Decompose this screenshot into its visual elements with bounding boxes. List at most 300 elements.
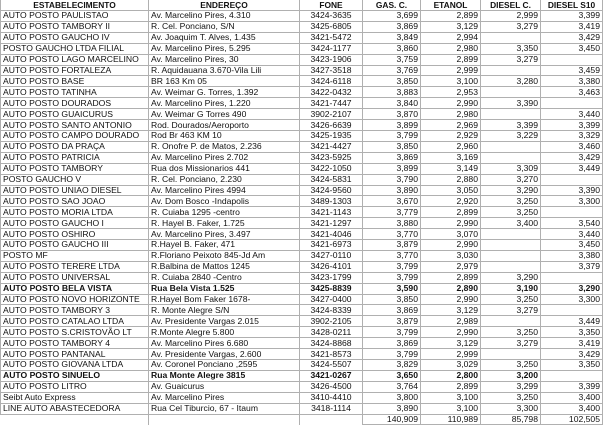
cell-estabelecimento[interactable]: AUTO POSTO FORTALEZA xyxy=(1,65,149,76)
cell-fone[interactable]: 3421-4427 xyxy=(300,141,363,152)
cell-estabelecimento[interactable]: AUTO POSTO GAUCHO IV xyxy=(1,32,149,43)
cell-diesel-comum[interactable]: 3,300 xyxy=(481,403,541,414)
cell-etanol[interactable]: 3,070 xyxy=(421,229,481,240)
cell-fone[interactable]: 3427-3518 xyxy=(300,65,363,76)
cell-diesel-comum[interactable] xyxy=(481,240,541,251)
cell-endereco[interactable]: Av. Marcelino Pires xyxy=(149,392,300,403)
cell-estabelecimento[interactable]: AUTO POSTO BASE xyxy=(1,76,149,87)
cell-etanol[interactable]: 2,899 xyxy=(421,54,481,65)
col-header-estabelecimento[interactable]: ESTABELECIMENTO xyxy=(1,0,149,11)
cell-diesel-comum[interactable] xyxy=(481,152,541,163)
cell-etanol[interactable]: 3,169 xyxy=(421,152,481,163)
table-row xyxy=(1,109,603,120)
cell-etanol[interactable]: 2,969 xyxy=(421,120,481,131)
cell-diesel-comum[interactable] xyxy=(481,141,541,152)
cell-estabelecimento[interactable]: AUTO POSTO PATRICIA xyxy=(1,152,149,163)
col-header-diesel-s10[interactable]: DIESEL S10 xyxy=(541,0,603,11)
cell-estabelecimento[interactable]: AUTO POSTO TAMBORY 3 xyxy=(1,305,149,316)
cell-diesel-s10[interactable]: 3,350 xyxy=(541,360,603,371)
cell-etanol[interactable]: 2,990 xyxy=(421,294,481,305)
cell-diesel-comum[interactable] xyxy=(481,87,541,98)
cell-gasolina[interactable]: 3,759 xyxy=(363,54,421,65)
cell-diesel-comum[interactable] xyxy=(481,261,541,272)
cell-gasolina[interactable]: 3,899 xyxy=(363,163,421,174)
cell-gasolina[interactable]: 3,699 xyxy=(363,11,421,22)
cell-fone[interactable]: 3424-5831 xyxy=(300,174,363,185)
cell-fone[interactable]: 3425-8839 xyxy=(300,283,363,294)
cell-estabelecimento[interactable]: AUTO POSTO OSHIRO xyxy=(1,229,149,240)
cell-diesel-comum[interactable]: 3,229 xyxy=(481,130,541,141)
cell-diesel-comum[interactable]: 3,279 xyxy=(481,21,541,32)
cell-gasolina[interactable]: 3,770 xyxy=(363,250,421,261)
cell-fone[interactable]: 3422-1050 xyxy=(300,163,363,174)
cell-diesel-s10[interactable]: 3,429 xyxy=(541,32,603,43)
cell-diesel-comum[interactable] xyxy=(481,250,541,261)
cell-diesel-s10[interactable]: 3,419 xyxy=(541,338,603,349)
cell-endereco[interactable]: Rod. Dourados/Aeroporto xyxy=(149,120,300,131)
cell-diesel-s10[interactable]: 3,450 xyxy=(541,43,603,54)
col-header-diesel-comum[interactable]: DIESEL C. xyxy=(481,0,541,11)
cell-fone[interactable]: 3421-0267 xyxy=(300,370,363,381)
cell-gasolina[interactable]: 3,764 xyxy=(363,381,421,392)
cell-endereco[interactable]: R.Balbina de Mattos 1245 xyxy=(149,261,300,272)
cell-etanol[interactable]: 3,129 xyxy=(421,305,481,316)
cell-diesel-s10[interactable]: 3,459 xyxy=(541,65,603,76)
cell-gasolina[interactable]: 3,850 xyxy=(363,76,421,87)
cell-gasolina[interactable]: 3,769 xyxy=(363,65,421,76)
table-row xyxy=(1,381,603,392)
col-header-endereco[interactable]: ENDEREÇO xyxy=(149,0,300,11)
cell-estabelecimento[interactable]: AUTO POSTO SANTO ANTONIO xyxy=(1,120,149,131)
cell-etanol[interactable]: 2,990 xyxy=(421,327,481,338)
cell-diesel-comum[interactable] xyxy=(481,109,541,120)
totals-blank-cell xyxy=(300,414,363,425)
totals-blank-cell xyxy=(1,414,149,425)
cell-endereco[interactable]: R.Hayel B. Faker, 471 xyxy=(149,240,300,251)
col-header-gasolina[interactable]: GAS. C. xyxy=(363,0,421,11)
cell-fone[interactable]: 3421-8573 xyxy=(300,349,363,360)
cell-etanol[interactable]: 3,100 xyxy=(421,76,481,87)
cell-diesel-comum[interactable]: 3,270 xyxy=(481,174,541,185)
cell-fone[interactable]: 3421-1297 xyxy=(300,218,363,229)
cell-estabelecimento[interactable]: AUTO POSTO DOURADOS xyxy=(1,98,149,109)
cell-diesel-s10[interactable]: 3,329 xyxy=(541,130,603,141)
cell-etanol[interactable]: 2,999 xyxy=(421,65,481,76)
table-row xyxy=(1,327,603,338)
cell-estabelecimento[interactable]: AUTO POSTO PANTANAL xyxy=(1,349,149,360)
table-row xyxy=(1,349,603,360)
cell-diesel-comum[interactable]: 3,279 xyxy=(481,54,541,65)
cell-etanol[interactable]: 2,999 xyxy=(421,349,481,360)
table-row xyxy=(1,76,603,87)
cell-diesel-comum[interactable]: 3,250 xyxy=(481,294,541,305)
cell-fone[interactable]: 3426-4500 xyxy=(300,381,363,392)
cell-endereco[interactable]: Rod Br 463 KM 10 xyxy=(149,130,300,141)
cell-diesel-comum[interactable]: 3,190 xyxy=(481,283,541,294)
cell-endereco[interactable]: R. Cuiaba 2840 -Centro xyxy=(149,272,300,283)
cell-endereco[interactable]: R.Floriano Peixoto 845-Jd Am xyxy=(149,250,300,261)
cell-endereco[interactable]: R. Onofre P. de Matos, 2.236 xyxy=(149,141,300,152)
cell-estabelecimento[interactable]: AUTO POSTO UNIAO DIESEL xyxy=(1,185,149,196)
cell-estabelecimento[interactable]: AUTO POSTO TERERE LTDA xyxy=(1,261,149,272)
cell-estabelecimento[interactable]: AUTO POSTO CATALAO LTDA xyxy=(1,316,149,327)
cell-etanol[interactable]: 3,129 xyxy=(421,338,481,349)
cell-fone[interactable]: 3422-0432 xyxy=(300,87,363,98)
cell-diesel-comum[interactable]: 3,250 xyxy=(481,207,541,218)
cell-gasolina[interactable]: 3,829 xyxy=(363,360,421,371)
cell-gasolina[interactable]: 3,770 xyxy=(363,229,421,240)
table-row xyxy=(1,43,603,54)
cell-gasolina[interactable]: 3,650 xyxy=(363,370,421,381)
cell-etanol[interactable]: 2,880 xyxy=(421,174,481,185)
cell-etanol[interactable]: 3,030 xyxy=(421,250,481,261)
cell-estabelecimento[interactable]: AUTO POSTO GUAICURUS xyxy=(1,109,149,120)
cell-diesel-s10[interactable] xyxy=(541,174,603,185)
cell-endereco[interactable]: Av. Marcelino Pires, 30 xyxy=(149,54,300,65)
cell-endereco[interactable]: Av. Marcelino Pires, 3.497 xyxy=(149,229,300,240)
cell-gasolina[interactable]: 3,799 xyxy=(363,272,421,283)
table-row xyxy=(1,250,603,261)
cell-gasolina[interactable]: 3,840 xyxy=(363,98,421,109)
cell-diesel-s10[interactable] xyxy=(541,272,603,283)
cell-endereco[interactable]: Rua Cel Tiburcio, 67 - Itaum xyxy=(149,403,300,414)
cell-estabelecimento[interactable]: Seibt Auto Express xyxy=(1,392,149,403)
cell-etanol[interactable]: 2,979 xyxy=(421,261,481,272)
cell-diesel-comum[interactable] xyxy=(481,349,541,360)
cell-diesel-comum[interactable] xyxy=(481,32,541,43)
cell-diesel-s10[interactable]: 3,350 xyxy=(541,327,603,338)
cell-diesel-comum[interactable] xyxy=(481,229,541,240)
cell-etanol[interactable]: 2,990 xyxy=(421,218,481,229)
table-row xyxy=(1,294,603,305)
cell-etanol[interactable]: 2,990 xyxy=(421,240,481,251)
cell-endereco[interactable]: Av. Guaicurus xyxy=(149,381,300,392)
col-header-etanol[interactable]: ETANOL xyxy=(421,0,481,11)
cell-gasolina[interactable]: 3,899 xyxy=(363,120,421,131)
cell-diesel-comum[interactable]: 3,350 xyxy=(481,43,541,54)
cell-estabelecimento[interactable]: AUTO POSTO TAMBORY II xyxy=(1,21,149,32)
cell-etanol[interactable]: 2,800 xyxy=(421,370,481,381)
cell-endereco[interactable]: Rua Monte Alegre 3815 xyxy=(149,370,300,381)
cell-fone[interactable]: 3427-0400 xyxy=(300,294,363,305)
cell-fone[interactable]: 3424-6118 xyxy=(300,76,363,87)
cell-diesel-comum[interactable]: 3,309 xyxy=(481,163,541,174)
cell-estabelecimento[interactable]: POSTO GAUCHO V xyxy=(1,174,149,185)
table-row xyxy=(1,272,603,283)
table-row xyxy=(1,163,603,174)
cell-estabelecimento[interactable]: AUTO POSTO TAMBORY xyxy=(1,163,149,174)
cell-diesel-s10[interactable]: 3,400 xyxy=(541,392,603,403)
total-gasolina[interactable]: 140,909 xyxy=(363,414,421,425)
cell-estabelecimento[interactable]: AUTO POSTO LAGO MARCELINO xyxy=(1,54,149,65)
cell-estabelecimento[interactable]: AUTO POSTO BELA VISTA xyxy=(1,283,149,294)
cell-diesel-comum[interactable]: 2,999 xyxy=(481,11,541,22)
cell-endereco[interactable]: Rua dos Missionarios 441 xyxy=(149,163,300,174)
cell-diesel-comum[interactable]: 3,279 xyxy=(481,305,541,316)
cell-diesel-s10[interactable]: 3,449 xyxy=(541,316,603,327)
cell-estabelecimento[interactable]: POSTO MF xyxy=(1,250,149,261)
table-row xyxy=(1,196,603,207)
cell-diesel-s10[interactable]: 3,380 xyxy=(541,76,603,87)
cell-etanol[interactable]: 3,149 xyxy=(421,163,481,174)
cell-fone[interactable]: 3423-1906 xyxy=(300,54,363,65)
table-row xyxy=(1,65,603,76)
table-row xyxy=(1,261,603,272)
cell-estabelecimento[interactable]: AUTO POSTO GIOVANA LTDA xyxy=(1,360,149,371)
cell-etanol[interactable]: 2,960 xyxy=(421,141,481,152)
table-row xyxy=(1,21,603,32)
cell-fone[interactable]: 3410-4410 xyxy=(300,392,363,403)
cell-diesel-s10[interactable]: 3,399 xyxy=(541,11,603,22)
cell-diesel-s10[interactable]: 3,300 xyxy=(541,294,603,305)
cell-etanol[interactable]: 2,920 xyxy=(421,196,481,207)
cell-fone[interactable]: 3424-9560 xyxy=(300,185,363,196)
cell-diesel-s10[interactable] xyxy=(541,207,603,218)
cell-diesel-comum[interactable]: 3,290 xyxy=(481,185,541,196)
cell-endereco[interactable]: Av. Marcelino Pires 2.702 xyxy=(149,152,300,163)
cell-fone[interactable]: 3423-5925 xyxy=(300,152,363,163)
cell-fone[interactable]: 3428-0211 xyxy=(300,327,363,338)
cell-estabelecimento[interactable]: AUTO POSTO GAUCHO III xyxy=(1,240,149,251)
cell-diesel-s10[interactable]: 3,290 xyxy=(541,283,603,294)
cell-gasolina[interactable]: 3,869 xyxy=(363,152,421,163)
cell-estabelecimento[interactable]: AUTO POSTO CAMPO DOURADO xyxy=(1,130,149,141)
totals-row xyxy=(1,414,603,425)
cell-diesel-s10[interactable]: 3,400 xyxy=(541,403,603,414)
cell-diesel-s10[interactable]: 3,463 xyxy=(541,87,603,98)
cell-diesel-s10[interactable]: 3,399 xyxy=(541,381,603,392)
table-row xyxy=(1,370,603,381)
cell-endereco[interactable]: R. Monte Alegre S/N xyxy=(149,305,300,316)
cell-diesel-s10[interactable]: 3,460 xyxy=(541,141,603,152)
cell-diesel-comum[interactable]: 3,299 xyxy=(481,381,541,392)
table-row xyxy=(1,87,603,98)
cell-gasolina[interactable]: 3,590 xyxy=(363,283,421,294)
cell-diesel-comum[interactable]: 3,290 xyxy=(481,272,541,283)
cell-fone[interactable]: 3421-1143 xyxy=(300,207,363,218)
cell-diesel-s10[interactable] xyxy=(541,370,603,381)
cell-endereco[interactable]: Av. Presidente Vargas, 2.600 xyxy=(149,349,300,360)
cell-fone[interactable]: 3424-8339 xyxy=(300,305,363,316)
cell-endereco[interactable]: Av. Presidente Vargas 2.015 xyxy=(149,316,300,327)
cell-estabelecimento[interactable]: AUTO POSTO SINUELO xyxy=(1,370,149,381)
cell-fone[interactable]: 3902-2107 xyxy=(300,109,363,120)
table-row xyxy=(1,392,603,403)
cell-endereco[interactable]: Av. Marcelino Pires, 1.220 xyxy=(149,98,300,109)
total-diesel-s10[interactable]: 102,505 xyxy=(541,414,603,425)
total-etanol[interactable]: 110,989 xyxy=(421,414,481,425)
cell-fone[interactable]: 3902-2105 xyxy=(300,316,363,327)
cell-estabelecimento[interactable]: AUTO POSTO MORIA LTDA xyxy=(1,207,149,218)
cell-gasolina[interactable]: 3,870 xyxy=(363,109,421,120)
cell-fone[interactable]: 3423-1799 xyxy=(300,272,363,283)
cell-gasolina[interactable]: 3,879 xyxy=(363,316,421,327)
cell-gasolina[interactable]: 3,869 xyxy=(363,305,421,316)
cell-gasolina[interactable]: 3,790 xyxy=(363,174,421,185)
cell-diesel-comum[interactable]: 3,250 xyxy=(481,392,541,403)
cell-etanol[interactable]: 3,029 xyxy=(421,360,481,371)
cell-gasolina[interactable]: 3,799 xyxy=(363,327,421,338)
cell-diesel-s10[interactable]: 3,429 xyxy=(541,152,603,163)
cell-fone[interactable]: 3421-5472 xyxy=(300,32,363,43)
cell-estabelecimento[interactable]: AUTO POSTO GAUCHO I xyxy=(1,218,149,229)
cell-fone[interactable]: 3421-4046 xyxy=(300,229,363,240)
cell-diesel-comum[interactable]: 3,250 xyxy=(481,360,541,371)
cell-estabelecimento[interactable]: AUTO POSTO SAO JOAO xyxy=(1,196,149,207)
cell-diesel-s10[interactable]: 3,379 xyxy=(541,261,603,272)
cell-etanol[interactable]: 2,994 xyxy=(421,32,481,43)
cell-endereco[interactable]: Av. Marcelino Pires 6.680 xyxy=(149,338,300,349)
cell-endereco[interactable]: R.Hayel Bom Faker 1678- xyxy=(149,294,300,305)
cell-diesel-s10[interactable]: 3,440 xyxy=(541,229,603,240)
cell-diesel-s10[interactable]: 3,419 xyxy=(541,21,603,32)
cell-estabelecimento[interactable]: AUTO POSTO S.CRISTOVÃO LT xyxy=(1,327,149,338)
cell-diesel-s10[interactable]: 3,429 xyxy=(541,349,603,360)
cell-etanol[interactable]: 2,980 xyxy=(421,43,481,54)
cell-gasolina[interactable]: 3,890 xyxy=(363,403,421,414)
cell-fone[interactable]: 3424-8868 xyxy=(300,338,363,349)
cell-diesel-comum[interactable]: 3,399 xyxy=(481,120,541,131)
cell-gasolina[interactable]: 3,670 xyxy=(363,196,421,207)
cell-diesel-comum[interactable]: 3,390 xyxy=(481,98,541,109)
cell-fone[interactable]: 3425-6805 xyxy=(300,21,363,32)
table-row xyxy=(1,218,603,229)
cell-gasolina[interactable]: 3,800 xyxy=(363,392,421,403)
cell-diesel-s10[interactable]: 3,300 xyxy=(541,196,603,207)
cell-gasolina[interactable]: 3,849 xyxy=(363,32,421,43)
cell-endereco[interactable]: R. Cel. Ponciano, S/N xyxy=(149,21,300,32)
cell-diesel-s10[interactable] xyxy=(541,305,603,316)
cell-endereco[interactable]: R. Cuiaba 1295 -centro xyxy=(149,207,300,218)
cell-endereco[interactable]: BR 163 Km 05 xyxy=(149,76,300,87)
total-diesel-comum[interactable]: 85,798 xyxy=(481,414,541,425)
cell-estabelecimento[interactable]: AUTO POSTO TATINHA xyxy=(1,87,149,98)
table-row xyxy=(1,130,603,141)
cell-gasolina[interactable]: 3,869 xyxy=(363,338,421,349)
cell-fone[interactable]: 3421-6973 xyxy=(300,240,363,251)
cell-endereco[interactable]: Av. Weimar G. Torres, 1.392 xyxy=(149,87,300,98)
cell-etanol[interactable]: 2,890 xyxy=(421,283,481,294)
cell-diesel-comum[interactable] xyxy=(481,65,541,76)
cell-gasolina[interactable]: 3,850 xyxy=(363,294,421,305)
cell-diesel-comum[interactable]: 3,400 xyxy=(481,218,541,229)
cell-estabelecimento[interactable]: AUTO POSTO TAMBORY 4 xyxy=(1,338,149,349)
cell-diesel-s10[interactable]: 3,399 xyxy=(541,120,603,131)
cell-fone[interactable]: 3424-3635 xyxy=(300,11,363,22)
cell-diesel-s10[interactable] xyxy=(541,98,603,109)
cell-etanol[interactable]: 2,899 xyxy=(421,11,481,22)
cell-etanol[interactable]: 2,899 xyxy=(421,272,481,283)
cell-gasolina[interactable]: 3,880 xyxy=(363,218,421,229)
cell-endereco[interactable]: R. Hayel B. Faker, 1.725 xyxy=(149,218,300,229)
cell-endereco[interactable]: Av. Weimar G Torres 490 xyxy=(149,109,300,120)
table-row xyxy=(1,120,603,131)
table-row xyxy=(1,305,603,316)
cell-diesel-comum[interactable]: 3,250 xyxy=(481,196,541,207)
cell-diesel-s10[interactable]: 3,440 xyxy=(541,109,603,120)
cell-etanol[interactable]: 2,899 xyxy=(421,381,481,392)
cell-fone[interactable]: 3426-4101 xyxy=(300,261,363,272)
cell-endereco[interactable]: Rua Bela Vista 1.525 xyxy=(149,283,300,294)
table-row xyxy=(1,141,603,152)
cell-etanol[interactable]: 2,953 xyxy=(421,87,481,98)
cell-diesel-s10[interactable]: 3,449 xyxy=(541,163,603,174)
cell-etanol[interactable]: 2,929 xyxy=(421,130,481,141)
cell-etanol[interactable]: 2,990 xyxy=(421,98,481,109)
cell-diesel-comum[interactable]: 3,280 xyxy=(481,76,541,87)
table-row xyxy=(1,316,603,327)
cell-etanol[interactable]: 3,050 xyxy=(421,185,481,196)
cell-diesel-s10[interactable]: 3,540 xyxy=(541,218,603,229)
cell-endereco[interactable]: Av. Marcelino Pires, 4.310 xyxy=(149,11,300,22)
cell-endereco[interactable]: R. Aquidauana 3.670-Vila Lili xyxy=(149,65,300,76)
cell-etanol[interactable]: 2,989 xyxy=(421,316,481,327)
cell-diesel-comum[interactable]: 3,279 xyxy=(481,338,541,349)
cell-fone[interactable]: 3427-0110 xyxy=(300,250,363,261)
table-row xyxy=(1,11,603,22)
cell-endereco[interactable]: R. Cel. Ponciano, 2.230 xyxy=(149,174,300,185)
cell-gasolina[interactable]: 3,890 xyxy=(363,185,421,196)
cell-fone[interactable]: 3426-6639 xyxy=(300,120,363,131)
cell-gasolina[interactable]: 3,799 xyxy=(363,261,421,272)
cell-diesel-s10[interactable]: 3,390 xyxy=(541,185,603,196)
cell-gasolina[interactable]: 3,860 xyxy=(363,43,421,54)
cell-etanol[interactable]: 3,100 xyxy=(421,392,481,403)
cell-diesel-comum[interactable] xyxy=(481,316,541,327)
cell-endereco[interactable]: Av. Dom Bosco -Indapolis xyxy=(149,196,300,207)
cell-gasolina[interactable]: 3,779 xyxy=(363,207,421,218)
cell-etanol[interactable]: 2,980 xyxy=(421,109,481,120)
col-header-fone[interactable]: FONE xyxy=(300,0,363,11)
table-row xyxy=(1,152,603,163)
cell-gasolina[interactable]: 3,850 xyxy=(363,141,421,152)
cell-estabelecimento[interactable]: AUTO POSTO PAULISTAO xyxy=(1,11,149,22)
cell-diesel-comum[interactable]: 3,250 xyxy=(481,327,541,338)
cell-fone[interactable]: 3424-5507 xyxy=(300,360,363,371)
cell-etanol[interactable]: 3,129 xyxy=(421,21,481,32)
cell-etanol[interactable]: 2,899 xyxy=(421,207,481,218)
cell-endereco[interactable]: Av. Marcelino Pires 4994 xyxy=(149,185,300,196)
cell-gasolina[interactable]: 3,879 xyxy=(363,240,421,251)
cell-fone[interactable]: 3421-7447 xyxy=(300,98,363,109)
table-row xyxy=(1,229,603,240)
cell-endereco[interactable]: Av. Joaquim T. Alves, 1.435 xyxy=(149,32,300,43)
cell-diesel-s10[interactable] xyxy=(541,54,603,65)
cell-diesel-s10[interactable]: 3,450 xyxy=(541,240,603,251)
cell-endereco[interactable]: R.Monte Alegre 5.800 xyxy=(149,327,300,338)
cell-endereco[interactable]: Av. Coronel Ponciano ,2595 xyxy=(149,360,300,371)
cell-gasolina[interactable]: 3,869 xyxy=(363,21,421,32)
cell-fone[interactable]: 3424-1177 xyxy=(300,43,363,54)
table-row xyxy=(1,338,603,349)
cell-fone[interactable]: 3425-1935 xyxy=(300,130,363,141)
cell-fone[interactable]: 3489-1303 xyxy=(300,196,363,207)
cell-estabelecimento[interactable]: AUTO POSTO DA PRAÇA xyxy=(1,141,149,152)
cell-gasolina[interactable]: 3,799 xyxy=(363,349,421,360)
cell-estabelecimento[interactable]: POSTO GAUCHO LTDA FILIAL xyxy=(1,43,149,54)
cell-endereco[interactable]: Av. Marcelino Pires, 5.295 xyxy=(149,43,300,54)
cell-estabelecimento[interactable]: AUTO POSTO LITRO xyxy=(1,381,149,392)
cell-etanol[interactable]: 3,100 xyxy=(421,403,481,414)
cell-fone[interactable]: 3418-1114 xyxy=(300,403,363,414)
cell-diesel-s10[interactable]: 3,380 xyxy=(541,250,603,261)
cell-diesel-comum[interactable]: 3,200 xyxy=(481,370,541,381)
cell-estabelecimento[interactable]: AUTO POSTO NOVO HORIZONTE xyxy=(1,294,149,305)
cell-estabelecimento[interactable]: LINE AUTO ABASTECEDORA xyxy=(1,403,149,414)
cell-gasolina[interactable]: 3,883 xyxy=(363,87,421,98)
cell-gasolina[interactable]: 3,799 xyxy=(363,130,421,141)
cell-estabelecimento[interactable]: AUTO POSTO UNIVERSAL xyxy=(1,272,149,283)
